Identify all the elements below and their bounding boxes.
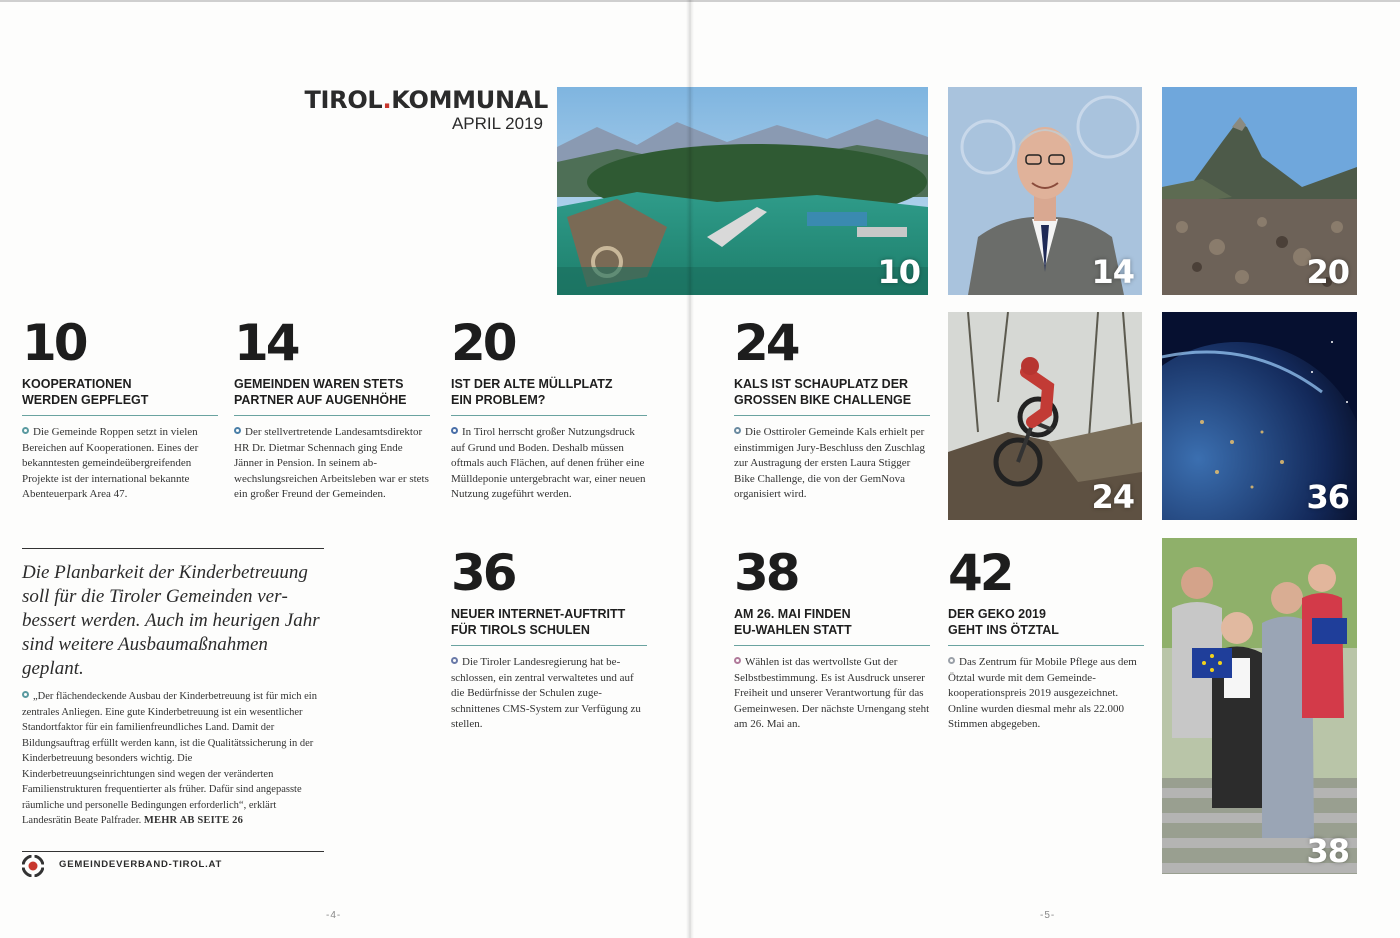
article-teaser: Wählen ist das wertvollste Gut der Selbstbestimmung. Es ist Ausdruck unserer Freiheit und unserer Verantwortung für das Gemeinwesen. Der nächste Urnengang steht am 26. Mai an. bbox=[734, 656, 930, 730]
page-number-left: -4- bbox=[326, 910, 342, 921]
article-42 bbox=[948, 544, 1144, 733]
article-teaser: Die Osttiroler Gemeinde Kals erhielt per einstimmigen Jury-Beschluss den Zuschlag zur Austragung der ersten Laura Stigger Bike Challenge, die von der GemNova organisiert wird. bbox=[734, 426, 925, 500]
article-teaser: Der stellvertretende Landesamtsdirektor HR Dr. Dietmar Schennach ging Ende Jänner in Pension. In seinem abwechslungsreichen Arbeitsleben war er stets ein großer Freund der Gemeinden. bbox=[234, 426, 429, 500]
article-number: 14 bbox=[234, 314, 298, 372]
bullet-icon bbox=[451, 427, 458, 434]
bullet-icon bbox=[734, 657, 741, 664]
photo-24-number: 24 bbox=[1091, 478, 1134, 516]
photo-14 bbox=[948, 87, 1142, 295]
photo-20 bbox=[1162, 87, 1357, 295]
article-headline: GEMEINDEN WAREN STETS PARTNER AUF AUGENHÖHE bbox=[234, 376, 430, 416]
article-number: 38 bbox=[734, 544, 798, 602]
article-headline: IST DER ALTE MÜLLPLATZ EIN PROBLEM? bbox=[451, 376, 647, 416]
article-20 bbox=[451, 314, 647, 503]
landscape-lake-photo bbox=[557, 87, 928, 295]
photo-38 bbox=[1162, 538, 1357, 874]
footer-website[interactable]: GEMEINDEVERBAND-TIROL.AT bbox=[59, 859, 223, 870]
article-headline: DER GEKO 2019 GEHT INS ÖTZTAL bbox=[948, 606, 1144, 646]
bullet-icon bbox=[234, 427, 241, 434]
article-36 bbox=[451, 544, 647, 733]
pull-quote: Die Planbarkeit der Kinderbetreuung soll für die Tiroler Gemeinden verbessert werden. Auch im heurigen Jahr sind weitere Ausbaumaßnahmen geplant. bbox=[22, 562, 320, 679]
photo-38-number: 38 bbox=[1306, 832, 1349, 870]
quote-box bbox=[22, 548, 324, 852]
top-edge bbox=[0, 0, 1400, 2]
magazine-issue: APRIL 2019 bbox=[451, 114, 543, 133]
gemeindeverband-logo-icon bbox=[22, 855, 44, 877]
article-teaser: In Tirol herrscht großer Nutzungsdruck auf Grund und Boden. Deshalb müssen oftmals auch Flächen, auf denen früher eine Mülldeponie untergebracht war, einer neuen Nutzung zugeführt werden. bbox=[451, 426, 646, 500]
photo-36 bbox=[1162, 312, 1357, 520]
article-headline: KOOPERATIONEN WERDEN GEPFLEGT bbox=[22, 376, 218, 416]
article-teaser: Die Gemeinde Roppen setzt in vielen Bereichen auf Kooperationen. Eines der bekanntesten gemeindeübergreifenden Projekte ist der international bekannte Abenteuerpark Area 47. bbox=[22, 426, 199, 500]
article-headline: AM 26. MAI FINDEN EU-WAHLEN STATT bbox=[734, 606, 930, 646]
article-teaser: Das Zentrum für Mobile Pflege aus dem Ötztal wurde mit dem Gemeindekooperationspreis 2019 ausgezeichnet. Online wurden diesmal mehr als 22.000 Stimmen abgegeben. bbox=[948, 656, 1137, 730]
photo-14-number: 14 bbox=[1091, 253, 1134, 291]
bullet-icon bbox=[22, 427, 29, 434]
photo-24 bbox=[948, 312, 1142, 520]
photo-20-number: 20 bbox=[1306, 253, 1349, 291]
bullet-icon bbox=[734, 427, 741, 434]
article-teaser: Die Tiroler Landesregierung hat beschlossen, ein zentral verwaltetes und auf die Bedürfnisse der Schulen zugeschnittenes CMS-System zur Verfügung zu stellen. bbox=[451, 656, 641, 730]
article-38 bbox=[734, 544, 930, 733]
article-number: 24 bbox=[734, 314, 798, 372]
article-number: 36 bbox=[451, 544, 515, 602]
article-number: 42 bbox=[948, 544, 1012, 602]
students-eu-flags-photo bbox=[1162, 538, 1357, 874]
quote-body: „Der flächendeckende Ausbau der Kinderbetreuung ist für mich ein zentrales Anliegen. Eine gute Kinderbetreuung ist ein wesentlicher Standortfaktor für ein familienfreundliches Land. Damit der Bildungsauftrag erfüllt werden kann, ist die Qualitätssicherung in der Kinderbetreuung besonders wichtig. Die Kinderbetreuungseinrichtungen sind wegen der veränderten Familienstrukturen frequentierter als früher. Dafür sind angepasste räumliche und personelle Bedingungen erforderlich“, erklärt Landesrätin Beate Palfrader. MEHR AB SEITE 26 bbox=[22, 691, 317, 826]
article-headline: NEUER INTERNET-AUFTRITT FÜR TIROLS SCHULEN bbox=[451, 606, 647, 646]
article-14 bbox=[234, 314, 430, 503]
article-headline: KALS IST SCHAUPLATZ DER GROSSEN BIKE CHALLENGE bbox=[734, 376, 930, 416]
magazine-title: TIROL.KOMMUNAL bbox=[304, 86, 548, 114]
article-10 bbox=[22, 314, 218, 503]
article-number: 10 bbox=[22, 314, 86, 372]
photo-10 bbox=[557, 87, 928, 295]
bullet-icon bbox=[948, 657, 955, 664]
spine-shadow bbox=[686, 0, 694, 938]
page-number-right: -5- bbox=[1040, 910, 1056, 921]
photo-10-number: 10 bbox=[877, 253, 920, 291]
bullet-icon bbox=[451, 657, 458, 664]
more-link[interactable]: MEHR AB SEITE 26 bbox=[143, 815, 244, 826]
article-24 bbox=[734, 314, 930, 503]
photo-36-number: 36 bbox=[1306, 478, 1349, 516]
bullet-icon bbox=[22, 691, 29, 698]
article-number: 20 bbox=[451, 314, 515, 372]
